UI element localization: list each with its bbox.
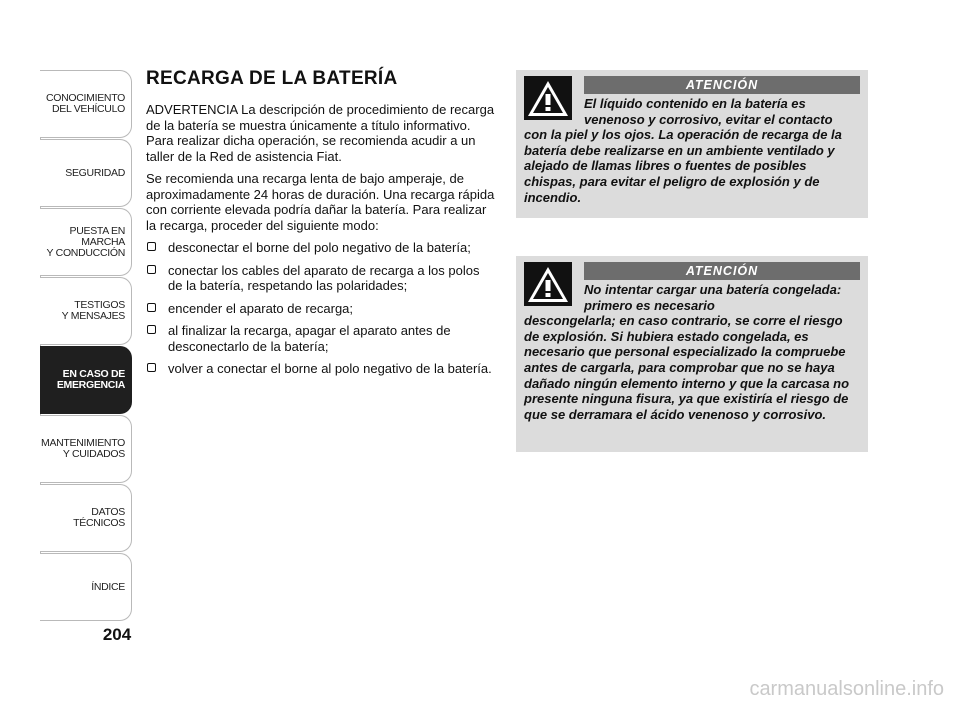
tab-label: PUESTA EN MARCHA Y CONDUCCIÓN bbox=[46, 224, 125, 259]
warning-text bbox=[524, 96, 860, 205]
advertencia-text: La descripción de procedimiento de recarga de la batería se muestra únicamente a título informativo. Para realizar dicha operación, se recomienda acudir a un taller de la Red de asistencia Fiat. bbox=[146, 102, 495, 164]
list-item bbox=[146, 240, 496, 256]
tab-label: EN CASO DE EMERGENCIA bbox=[56, 368, 125, 391]
tab-datos-tecnicos[interactable] bbox=[40, 484, 132, 552]
tab-testigos[interactable] bbox=[40, 277, 132, 345]
tab-emergencia[interactable] bbox=[40, 346, 132, 414]
warning-triangle-icon bbox=[524, 76, 572, 120]
list-item bbox=[146, 361, 496, 377]
tab-label: ÍNDICE bbox=[91, 580, 125, 593]
warning-text bbox=[524, 282, 860, 422]
tab-puesta-en-marcha[interactable] bbox=[40, 208, 132, 276]
tab-mantenimiento[interactable] bbox=[40, 415, 132, 483]
page-number: 204 bbox=[102, 625, 132, 644]
warning-heading: ATENCIÓN bbox=[584, 262, 860, 280]
checkbox-bullet-icon bbox=[147, 325, 156, 334]
step-text: encender el aparato de recarga; bbox=[168, 300, 354, 316]
tab-indice[interactable] bbox=[40, 553, 132, 621]
warning-box-frozen bbox=[516, 256, 868, 452]
checkbox-bullet-icon bbox=[147, 265, 156, 274]
warning-text-rest: con la piel y los ojos. La operación de recarga de la batería debe realizarse en un ambiente ventilado y alejado de llamas libres o fuentes de posibles chispas, para evitar el peligro de explosión y de incendio. bbox=[524, 127, 842, 205]
step-text: desconectar el borne del polo negativo de la batería; bbox=[168, 240, 471, 255]
warning-heading: ATENCIÓN bbox=[584, 76, 860, 94]
warning-text-first: No intentar cargar una batería congelada: primero es necesario bbox=[584, 282, 842, 313]
tab-label: MANTENIMIENTO Y CUIDADOS bbox=[41, 437, 125, 460]
intro-paragraph: Se recomienda una recarga lenta de bajo amperaje, de aproximadamente 24 horas de duración. Una recarga rápida con corriente elevada podría dañar la batería. Para realizar la recarga, proceder del siguiente modo: bbox=[146, 171, 495, 233]
steps-list bbox=[146, 240, 496, 377]
warning-box-acid bbox=[516, 70, 868, 218]
tab-seguridad[interactable] bbox=[40, 139, 132, 207]
watermark: carmanualsonline.info bbox=[749, 678, 944, 700]
checkbox-bullet-icon bbox=[147, 363, 156, 372]
tab-conocimiento[interactable] bbox=[40, 70, 132, 138]
step-text: al finalizar la recarga, apagar el aparato antes de desconectarlo de la batería; bbox=[168, 323, 451, 354]
warning-triangle-icon bbox=[524, 262, 572, 306]
warning-text-first: El líquido contenido en la batería es venenoso y corrosivo, evitar el contacto bbox=[584, 96, 833, 127]
checkbox-bullet-icon bbox=[147, 242, 156, 251]
page-title: RECARGA DE LA BATERÍA bbox=[146, 68, 398, 89]
main-column bbox=[146, 68, 496, 384]
advertencia-paragraph bbox=[146, 102, 496, 164]
tab-label: CONOCIMIENTO DEL VEHÍCULO bbox=[45, 92, 125, 115]
warning-text-rest: descongelarla; en caso contrario, se corre el riesgo de explosión. Si hubiera estado congelada, es necesario que personal especializado la compruebe antes de cargarla, para comprobar que no se haya dañado ningún elemento interno y que la carcasa no presente ninguna fisura, ya que existiría el riesgo de que se derramara el ácido venenoso y corrosivo. bbox=[524, 313, 850, 422]
step-text: conectar los cables del aparato de recarga a los polos de la batería, respetando las polaridades; bbox=[168, 262, 480, 293]
tab-label: SEGURIDAD bbox=[65, 166, 125, 179]
tab-label: DATOS TÉCNICOS bbox=[73, 506, 125, 529]
list-item bbox=[146, 301, 496, 317]
checkbox-bullet-icon bbox=[147, 303, 156, 312]
list-item bbox=[146, 323, 496, 354]
step-text: volver a conectar el borne al polo negativo de la batería. bbox=[168, 361, 492, 376]
advertencia-lead: ADVERTENCIA bbox=[146, 102, 238, 117]
list-item bbox=[146, 263, 496, 294]
tab-label: TESTIGOS Y MENSAJES bbox=[61, 299, 125, 322]
